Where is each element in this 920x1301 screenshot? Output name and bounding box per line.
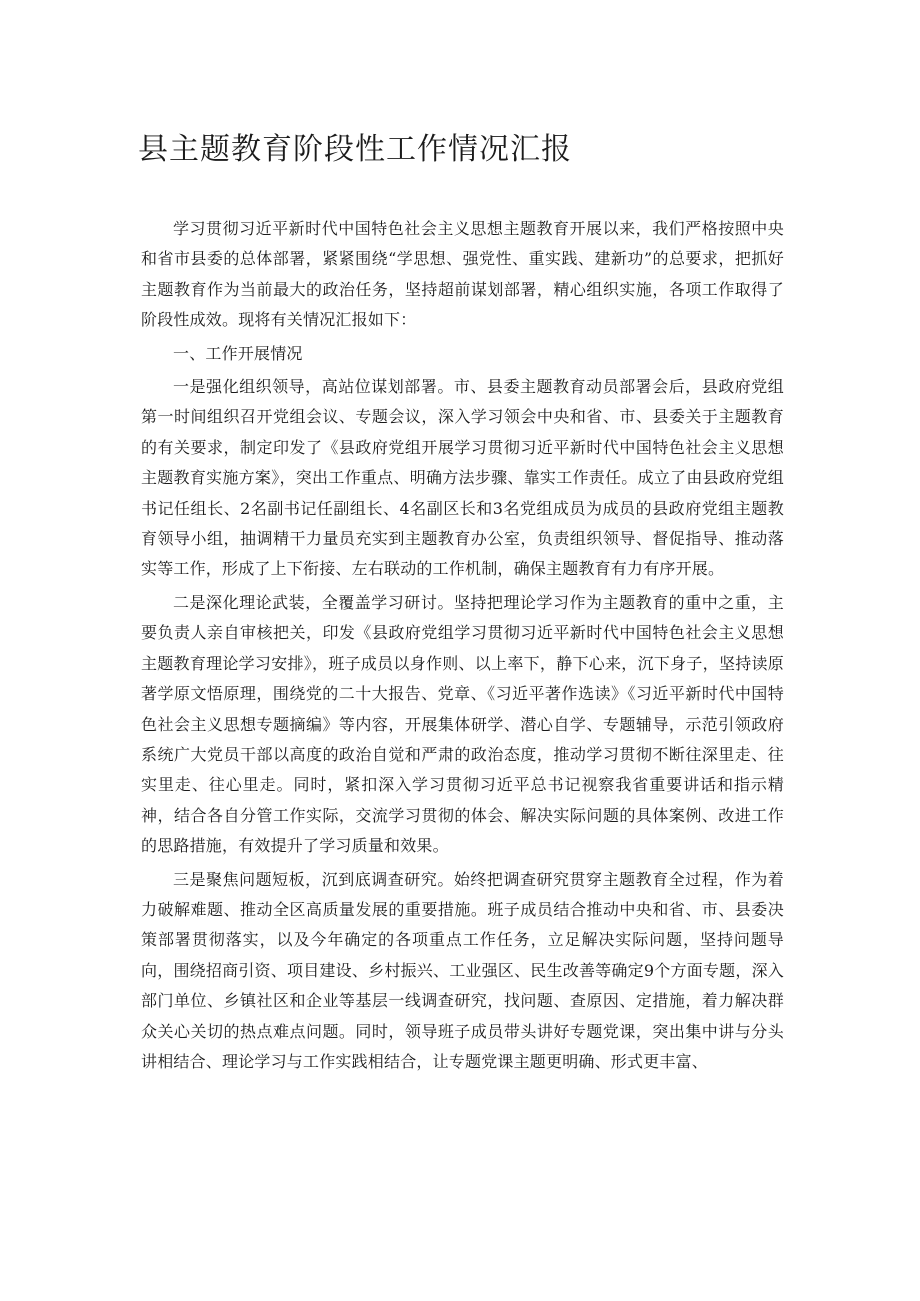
intro-paragraph: 学习贯彻习近平新时代中国特色社会主义思想主题教育开展以来，我们严格按照中央和省市县委的总体部署，紧紧围绕“学思想、强党性、重实践、建新功”的总要求，把抓好主题教育作为当前最大的政治任务，坚持超前谋划部署，精心组织实施，各项工作取得了阶段性成效。现将有关情况汇报如下：	[141, 219, 784, 330]
section-heading: 一、工作开展情况	[173, 343, 303, 363]
document-title: 县主题教育阶段性工作情况汇报	[138, 132, 572, 167]
body-paragraph: 一是强化组织领导，高站位谋划部署。市、县委主题教育动员部署会后，县政府党组第一时间组织召开党组会议、专题会议，深入学习领会中央和省、市、县委关于主题教育的有关要求，制定印发了《县政府党组开展学习贯彻习近平新时代中国特色社会主义思想主题教育实施方案》，突出工作重点、明确方法步骤、靠实工作责任。成立了由县政府党组书记任组长、2名副书记任副组长、4名副区长和3名党组成员为成员的县政府党组主题教育领导小组，抽调精干力量员充实到主题教育办公室，负责组织领导、督促指导、推动落实等工作，形成了上下衔接、左右联动的工作机制，确保主题教育有力有序开展。	[141, 377, 784, 579]
body-paragraph: 二是深化理论武装，全覆盖学习研讨。坚持把理论学习作为主题教育的重中之重，主要负责人亲自审核把关，印发《县政府党组学习贯彻习近平新时代中国特色社会主义思想主题教育理论学习安排》，班子成员以身作则、以上率下，静下心来，沉下身子，坚持读原著学原文悟原理，围绕党的二十大报告、党章、《习近平著作选读》《习近平新时代中国特色社会主义思想专题摘编》等内容，开展集体研学、潜心自学、专题辅导，示范引领政府系统广大党员干部以高度的政治自觉和严肃的政治态度，推动学习贯彻不断往深里走、往实里走、往心里走。同时，紧扣深入学习贯彻习近平总书记视察我省重要讲话和指示精神，结合各自分管工作实际，交流学习贯彻的体会、解决实际问题的具体案例、改进工作的思路措施，有效提升了学习质量和效果。	[141, 592, 784, 856]
document-body	[141, 214, 784, 1080]
body-paragraph: 三是聚焦问题短板，沉到底调查研究。始终把调查研究贯穿主题教育全过程，作为着力破解难题、推动全区高质量发展的重要措施。班子成员结合推动中央和省、市、县委决策部署贯彻落实，以及今年确定的各项重点工作任务，立足解决实际问题，坚持问题导向，围绕招商引资、项目建设、乡村振兴、工业强区、民生改善等确定9个方面专题，深入部门单位、乡镇社区和企业等基层一线调查研究，找问题、查原因、定措施，着力解决群众关心关切的热点难点问题。同时，领导班子成员带头讲好专题党课，突出集中讲与分头讲相结合、理论学习与工作实践相结合，让专题党课主题更明确、形式更丰富、	[141, 869, 784, 1071]
